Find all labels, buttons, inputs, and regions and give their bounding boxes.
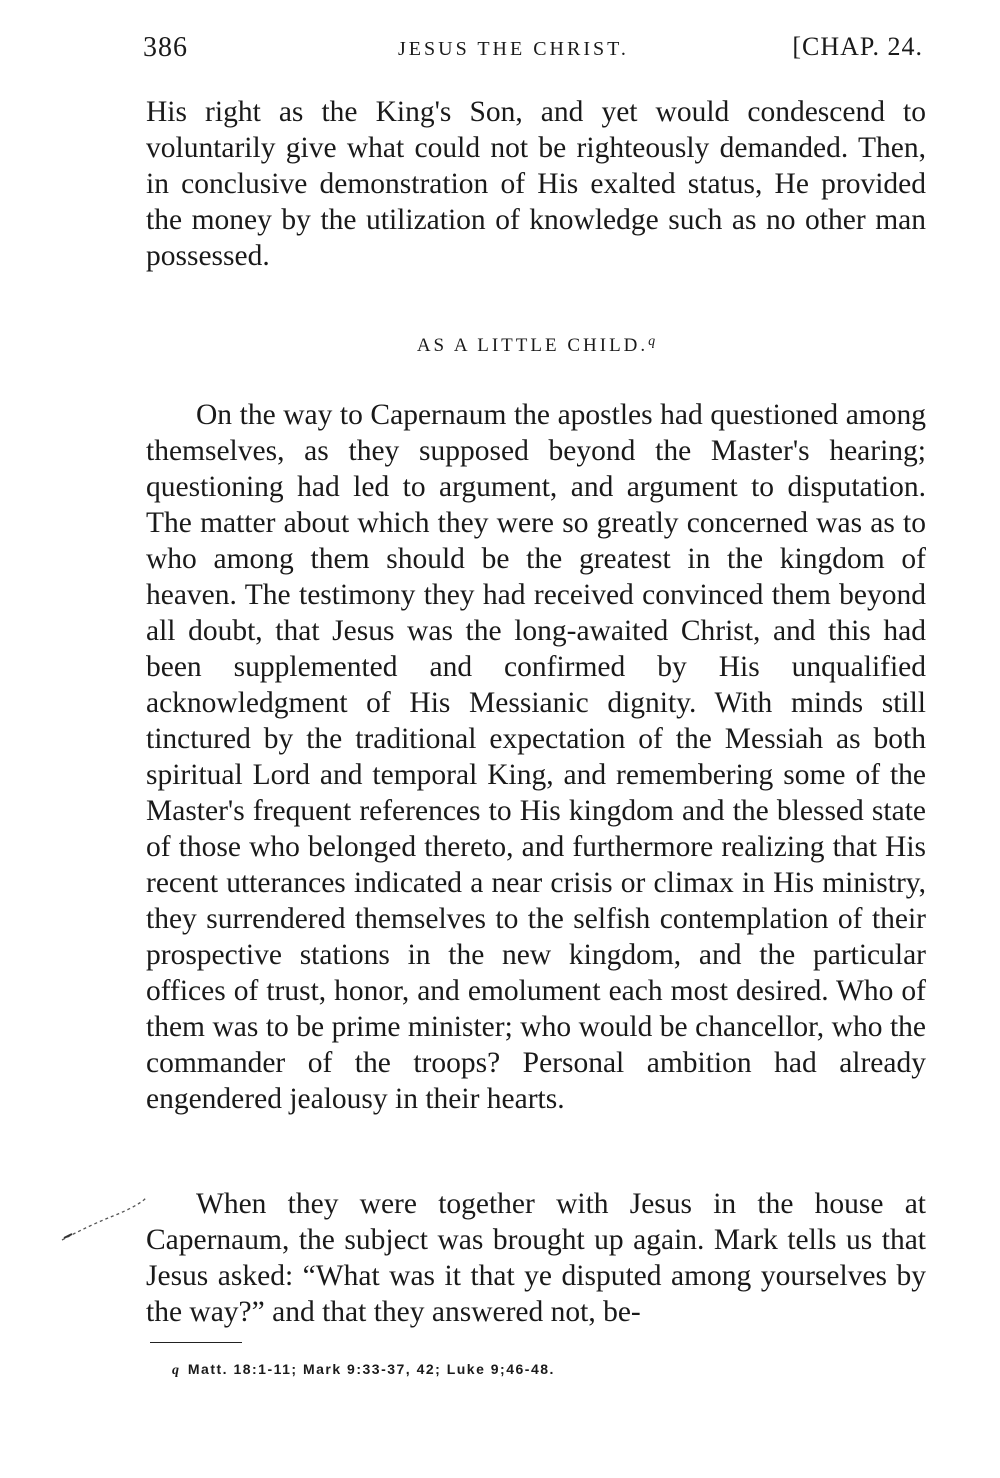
footnote [172,1361,555,1379]
book-title: JESUS THE CHRIST. [398,38,629,60]
running-head [143,32,923,72]
continued-paragraph: His right as the King's Son, and yet would condescend to voluntarily give what could not be righteously demanded. Then, in conclusive demonstration of His exalted status, He provided the money by the utilization of knowledge such as no other man possessed. [146,96,926,272]
footnote-text: Matt. 18:1-11; Mark 9:33-37, 42; Luke 9;46-48. [187,1361,555,1377]
section-heading-text: AS A LITTLE CHILD. [416,335,649,356]
section-note-marker: q [648,334,656,349]
second-paragraph-block [146,1186,926,1330]
footnote-marker: q [172,1363,181,1378]
main-paragraph: On the way to Capernaum the apostles had questioned among themselves, as they supposed beyond the Master's hearing; questioning had led to argument, and argument to disputation. The matter about which they were so greatly concerned was as to who among them should be the greatest in the kingdom of heaven. The testimony they had received convinced them beyond all doubt, that Jesus was the long-awaited Christ, and this had been supplemented and confirmed by His unqualified acknowledgment of His Messianic dignity. With minds still tinctured by the traditional expectation of the Messiah as both spiritual Lord and temporal King, and remembering some of the Master's frequent references to His kingdom and the blessed state of those who belonged thereto, and furthermore realizing that His recent utterances indicated a near crisis or climax in His ministry, they surrendered themselves to the selfish contemplation of their prospective stations in the new kingdom, and the particular offices of trust, honor, and emolument each most desired. Who of them was to be prime minister; who would be chancellor, who the commander of the troops? Personal ambition had already engendered jealousy in their hearts. [146,399,926,1115]
main-paragraph-block [146,397,926,1117]
continued-paragraph-block [146,94,926,274]
second-paragraph: When they were together with Jesus in the house at Capernaum, the subject was brought up again. Mark tells us that Jesus asked: “What was it that ye disputed among yourselves by the way?” and that they answered not, be- [146,1188,926,1328]
page-number: 386 [143,32,188,63]
margin-pencil-mark [58,1194,148,1244]
footnote-divider [150,1342,242,1343]
chapter-reference: [CHAP. 24. [792,32,923,61]
section-heading [146,334,926,357]
